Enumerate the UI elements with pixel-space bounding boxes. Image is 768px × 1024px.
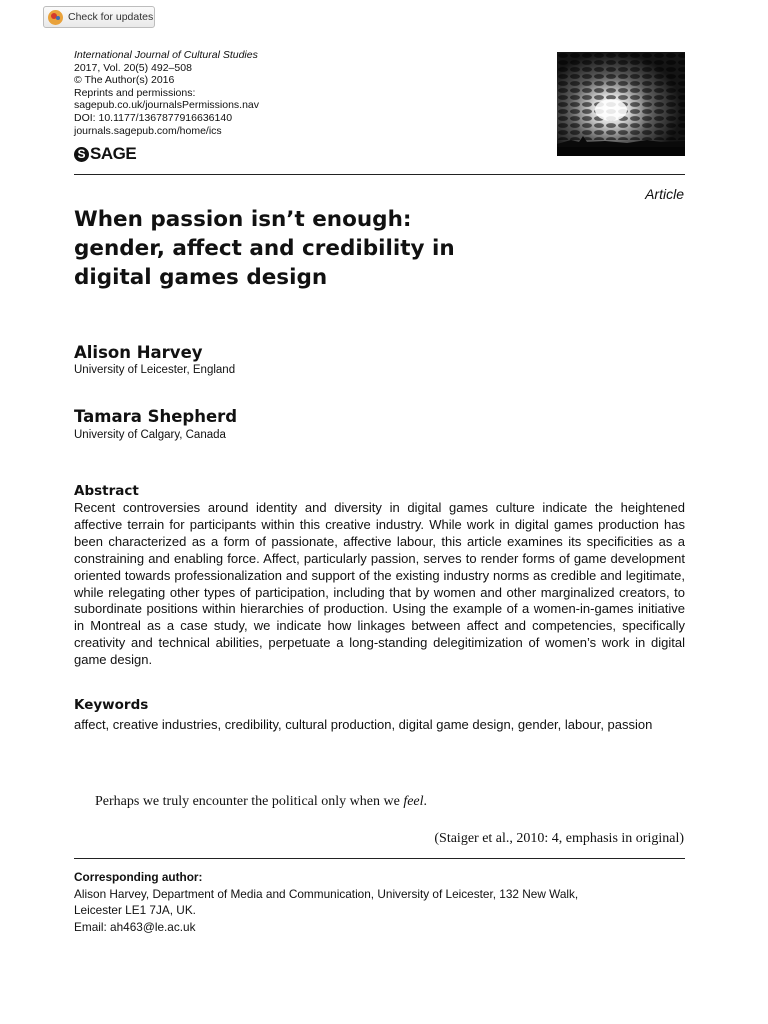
author-name: Tamara Shepherd xyxy=(74,407,238,426)
epigraph-quote xyxy=(95,794,427,810)
article-title xyxy=(74,205,594,292)
epigraph-source: (Staiger et al., 2010: 4, emphasis in original) xyxy=(434,831,684,846)
epigraph-end: . xyxy=(423,794,428,809)
abstract-heading: Abstract xyxy=(74,483,139,499)
title-line: digital games design xyxy=(74,265,328,290)
title-line: gender, affect and credibility in xyxy=(74,236,455,261)
copyright-notice: © The Author(s) 2016 xyxy=(74,74,175,87)
cloud-sky-photo xyxy=(557,52,685,156)
keywords-text: affect, creative industries, credibility, cultural production, digital game design, gender, labour, passion xyxy=(74,717,653,732)
corresponding-author-heading: Corresponding author: xyxy=(74,870,203,884)
journal-home-link[interactable]: journals.sagepub.com/home/ics xyxy=(74,124,222,137)
check-for-updates-label: Check for updates xyxy=(68,11,154,23)
title-line: When passion isn’t enough: xyxy=(74,207,412,232)
journal-cover-image xyxy=(557,52,685,156)
epigraph-emphasis: feel xyxy=(403,794,424,809)
abstract-text: Recent controversies around identity and diversity in digital games culture indicate the heightened affective terrain for participants within this creative industry. While work in digital games production has been characterized as a form of passionate, affective labour, this article examines its specificities as a constraining and enabling force. Affect, particularly passion, serves to render forms of game development oriented towards professionalization and support of the existing industry norms as credible and legitimate, while relegating other types of participation, including that by women and other marginalized creators, to subordinate positions within hierarchies of production. Using the example of a women-in-games initiative in Montreal as a case study, we indicate how linkages between affect and competencies, specifically creativity and technical abilities, perpetuate a long-standing delegitimization of women’s work in digital game design. xyxy=(74,500,685,668)
corresponding-author xyxy=(74,869,578,936)
doi-link[interactable]: DOI: 10.1177/1367877916636140 xyxy=(74,111,233,124)
author-name: Alison Harvey xyxy=(74,343,203,362)
journal-metadata xyxy=(74,49,259,137)
footer-divider xyxy=(74,858,685,859)
sage-wordmark: SAGE xyxy=(90,144,137,163)
epigraph-text: Perhaps we truly encounter the political only when we xyxy=(95,794,404,809)
reprints-label: Reprints and permissions: xyxy=(74,86,196,99)
sage-mark-icon: S xyxy=(74,147,89,162)
check-for-updates-button[interactable] xyxy=(43,6,155,28)
corresponding-address: Leicester LE1 7JA, UK. xyxy=(74,903,196,918)
corresponding-address: Alison Harvey, Department of Media and Communication, University of Leicester, 132 New Walk, xyxy=(74,886,579,901)
corresponding-email[interactable]: Email: ah463@le.ac.uk xyxy=(74,920,196,935)
journal-name: International Journal of Cultural Studies xyxy=(74,49,258,61)
keywords-heading: Keywords xyxy=(74,697,149,713)
permissions-link[interactable]: sagepub.co.uk/journalsPermissions.nav xyxy=(74,99,260,112)
author-affiliation: University of Calgary, Canada xyxy=(74,429,226,441)
article-type-label: Article xyxy=(645,186,684,202)
journal-volume: 2017, Vol. 20(5) 492–508 xyxy=(74,61,192,74)
sage-logo xyxy=(74,144,136,164)
author-affiliation: University of Leicester, England xyxy=(74,364,236,376)
header-divider xyxy=(74,174,685,175)
crossmark-icon xyxy=(48,10,63,25)
